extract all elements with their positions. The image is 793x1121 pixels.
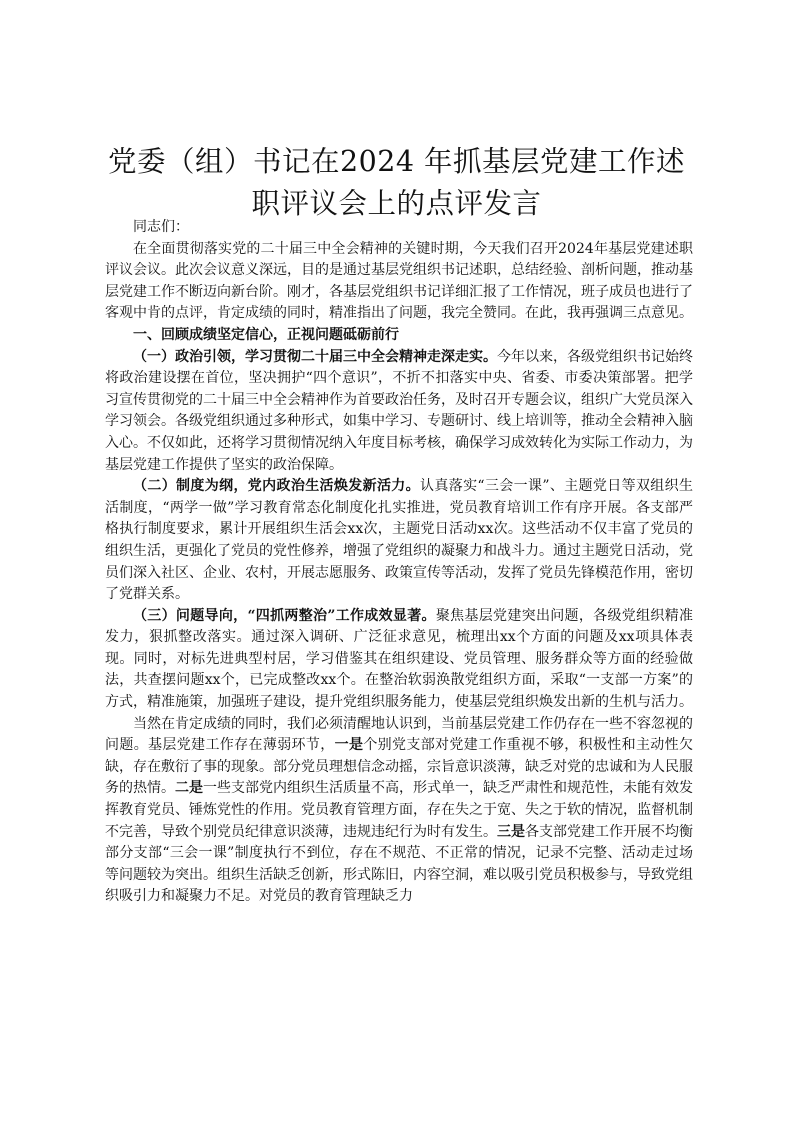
paragraph-text: 认真落实“三会一课”、主题党日等双组织生活制度，“两学一做”学习教育常态化制度化扎实推进，党员教育培训工作有序开展。各支部严格执行制度要求，累计开展组织生活会xx次，主题党日活动xx次。这些活动不仅丰富了党员的组织生活，更强化了党员的党性修养，增强了党组织的凝聚力和战斗力。通过主题党日活动，党员们深入社区、企业、农村，开展志愿服务、政策宣传等活动，发挥了党员先锋模范作用，密切了党群关系。 [105,478,693,603]
paragraph-political-guidance [105,347,693,477]
title-line-1: 党委（组）书记在2024 年抓基层党建工作述 [107,145,686,178]
paragraph-lead: （一）政治引领，学习贯彻二十届三中全会精神走深走实。 [133,348,497,365]
paragraph-problem-oriented [105,606,693,714]
document-body [105,217,693,908]
point-marker-third: 三是 [497,823,525,840]
point-marker-first: 一是 [334,737,364,754]
paragraph-existing-problems [105,714,693,908]
paragraph-lead: （三）问题导向，“四抓两整治”工作成效显著。 [133,607,436,624]
paragraph-lead: （二）制度为纲，党内政治生活焕发新活力。 [133,478,421,495]
section-heading-1: 一、回顾成绩坚定信心，正视问题砥砺前行 [133,326,399,343]
paragraph-text: 今年以来，各级党组织书记始终将政治建设摆在首位，坚决拥护“四个意识”，不折不扣落实中央、省委、市委决策部署。把学习宣传贯彻党的二十届三中全会精神作为首要政治任务，及时召开专题会议，组织广大党员深入学习领会。各级党组织通过多种形式，如集中学习、专题研讨、线上培训等，推动全会精神入脑入心。不仅如此，还将学习贯彻情况纳入年度目标考核，确保学习成效转化为实际工作动力，为基层党建工作提供了坚实的政治保障。 [105,348,693,473]
paragraph-text: 聚焦基层党建突出问题，各级党组织精准发力，狠抓整改落实。通过深入调研、广泛征求意见，梳理出xx个方面的问题及xx项具体表现。同时，对标先进典型村居，学习借鉴其在组织建设、党员管理、服务群众等方面的经验做法，共查摆问题xx个，已完成整改xx个。在整治软弱涣散党组织方面，采取“一支部一方案”的方式，精准施策，加强班子建设，提升党组织服务能力，使基层党组织焕发出新的生机与活力。 [105,607,693,711]
paragraph-text: 各支部党建工作开展不均衡部分支部“三会一课”制度执行不到位，存在不规范、不正常的情况，记录不完整、活动走过场等问题较为突出。组织生活缺乏创新，形式陈旧，内容空洞，难以吸引党员积极参与，导致党组织吸引力和凝聚力不足。对党员的教育管理缺乏力 [105,823,693,905]
paragraph-text: 当然在肯定成绩的同时，我们必须清醒地认识到，当前基层党建工作仍存在一些不容忽视的问题。基层党建工作存在薄弱环节， [105,715,693,754]
paragraph-text: 个别党支部对党建工作重视不够，积极性和主动性欠缺，存在敷衍了事的现象。部分党员理想信念动摇，宗旨意识淡薄，缺乏对党的忠诚和为人民服务的热情。 [105,737,694,797]
title-line-2: 职评议会上的点评发言 [251,187,542,220]
paragraph-text: 一些支部党内组织生活质量不高，形式单一，缺乏严肃性和规范性，未能有效发挥教育党员、锤炼党性的作用。党员教育管理方面，存在失之于宽、失之于软的情况，监督机制不完善，导致个别党员纪律意识淡薄，违规违纪行为时有发生。 [105,780,693,840]
point-marker-second: 二是 [175,780,203,797]
greeting: 同志们： [133,219,189,235]
intro-paragraph: 在全面贯彻落实党的二十届三中全会精神的关键时期，今天我们召开2024年基层党建述职评议会议。此次会议意义深远，目的是通过基层党组织书记述职，总结经验、剖析问题，推动基层党建工作不断迈向新台阶。刚才，各基层党组织书记详细汇报了工作情况，班子成员也进行了客观中肯的点评，肯定成绩的同时，精准指出了问题，我完全赞同。在此，我再强调三点意见。 [105,240,693,322]
document-title [100,141,693,225]
paragraph-institutional-system [105,476,693,606]
